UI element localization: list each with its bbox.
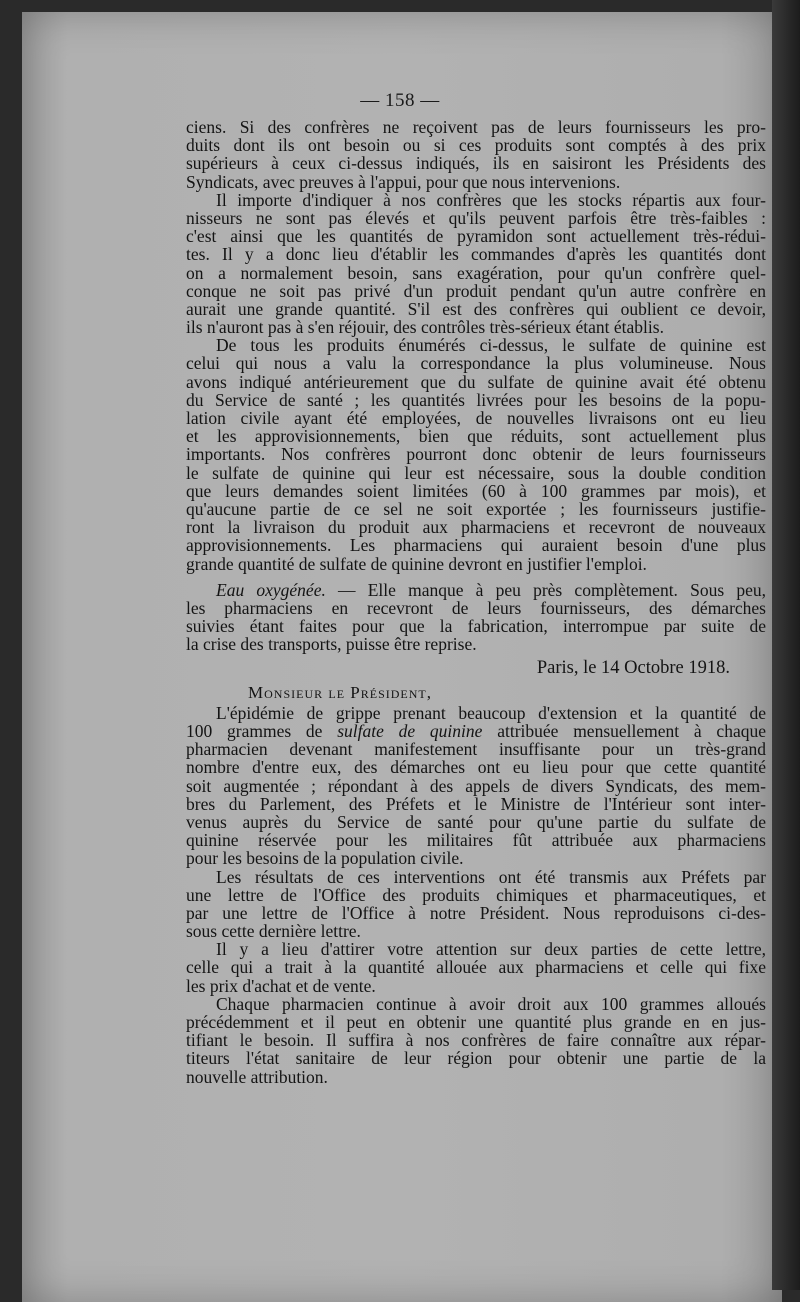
text-line: nombre d'entre eux, des démarches ont eu lieu pour que cette quantité [186, 757, 766, 778]
text-line: ils n'auront pas à s'en réjouir, des contrôles très-sérieux étant établis. [186, 317, 664, 338]
text-line: et les approvisionnements, bien que réduits, sont actuellement plus [186, 426, 766, 447]
text-line: pharmacien devenant manifestement insuffisante pour un très-grand [186, 739, 766, 760]
text-line: suivies étant faites pour que la fabrication, interrompue par suite de [186, 616, 766, 637]
text-line: aurait une grande quantité. S'il est des confrères qui oublient ce devoir, [186, 298, 766, 319]
text-line: soit augmentée ; répondant à des appels de divers Syndicats, des mem- [186, 775, 766, 796]
text-line: précédemment et il peut en obtenir une quantité plus grande en en jus- [186, 1012, 766, 1033]
paragraph-1 [186, 118, 766, 191]
paragraph-4 [186, 581, 766, 654]
text-line: tifiant le besoin. Il suffira à nos confrères de faire connaître aux répar- [186, 1030, 766, 1051]
salutation: Monsieur le Président, [248, 682, 432, 702]
text-line: le sulfate de quinine qui leur est nécessaire, sous la double condition [186, 462, 766, 483]
page-number: — 158 — [360, 90, 440, 111]
text-segment: 100 grammes de [186, 721, 338, 742]
text-line: que leurs demandes soient limitées (60 à 100 grammes par mois), et [186, 480, 766, 501]
text-line [186, 722, 766, 740]
paragraph-3 [186, 336, 766, 572]
text-line: nisseurs ne sont pas élevés et qu'ils peuvent parfois être très-faibles : [186, 207, 766, 228]
paragraph-2 [186, 191, 766, 337]
date-line: Paris, le 14 Octobre 1918. [536, 658, 730, 679]
text-line: par une lettre de l'Office à notre Président. Nous reproduisons ci-des- [186, 902, 766, 923]
text-line: duits dont ils ont besoin ou si ces produits sont comptés à des prix [186, 135, 766, 156]
text-line: bres du Parlement, des Préfets et le Ministre de l'Intérieur sont inter- [186, 793, 766, 814]
book-spine-edge [772, 0, 800, 1290]
text-line: approvisionnements. Les pharmaciens qui auraient besoin d'une plus [186, 535, 766, 556]
text-line: Les résultats de ces interventions ont été transmis aux Préfets par [216, 866, 766, 887]
text-line: De tous les produits énumérés ci-dessus, le sulfate de quinine est [216, 335, 766, 356]
text-line: Il y a lieu d'attirer votre attention sur deux parties de cette lettre, [216, 939, 766, 960]
text-line: lation civile ayant été employées, de nouvelles livraisons ont eu lieu [186, 408, 766, 428]
text-line: la crise des transports, puisse être reprise. [186, 634, 477, 655]
text-line: importants. Nos confrères pourront donc obtenir de leurs fournisseurs [186, 444, 766, 465]
text-line: ront la livraison du produit aux pharmaciens et recevront de nouveaux [186, 517, 766, 538]
text-line: titeurs l'état sanitaire de leur région pour obtenir une partie de la [186, 1048, 766, 1069]
text-line: les prix d'achat et de vente. [186, 975, 376, 996]
text-line: avons indiqué antérieurement que du sulfate de quinine avait été obtenu [186, 371, 766, 392]
paragraph-6 [186, 868, 766, 941]
emphasized-text: sulfate de quinine [337, 721, 483, 742]
text-line: ciens. Si des confrères ne reçoivent pas de leurs fournisseurs les pro- [186, 117, 766, 137]
text-line: les pharmaciens en recevront de leurs fournisseurs, des démarches [186, 597, 766, 618]
text-line: grande quantité de sulfate de quinine devront en justifier l'emploi. [186, 553, 647, 574]
text-line [186, 581, 766, 599]
text-line: Il importe d'indiquer à nos confrères que les stocks répartis aux four- [216, 189, 766, 210]
text-line: celle qui a trait à la quantité allouée aux pharmaciens et celle qui fixe [186, 957, 766, 978]
section-heading: Eau oxygénée. [216, 579, 326, 600]
text-line: quinine réservée pour les militaires fût attribuée aux pharmaciens [186, 830, 766, 851]
paragraph-7 [186, 940, 766, 995]
text-line: nouvelle attribution. [186, 1066, 328, 1087]
text-line: on a normalement besoin, sans exagération, pour qu'un confrère quel- [186, 262, 766, 283]
text-line: sous cette dernière lettre. [186, 921, 361, 942]
text-line: Syndicats, avec preuves à l'appui, pour que nous intervenions. [186, 171, 621, 192]
paragraph-5 [186, 704, 766, 868]
text-line: une lettre de l'Office des produits chimiques et pharmaceutiques, et [186, 884, 766, 905]
text-line: supérieurs à ceux ci-dessus indiqués, ils en saisiront les Présidents des [186, 153, 766, 174]
text-line: du Service de santé ; les quantités livrées pour les besoins de la popu- [186, 389, 766, 410]
text-line: conque ne soit pas privé d'un produit pendant qu'un autre confrère en [186, 280, 766, 301]
body-text [186, 118, 766, 1086]
text-segment: attribuée mensuellement à chaque [482, 721, 766, 742]
text-line: pour les besoins de la population civile. [186, 848, 464, 869]
text-line: c'est ainsi que les quantités de pyramidon sont actuellement très-rédui- [186, 226, 766, 247]
text-line: tes. Il y a donc lieu d'établir les commandes d'après les quantités dont [186, 244, 766, 265]
paragraph-8 [186, 995, 766, 1086]
text-line: qu'aucune partie de ce sel ne soit exportée ; les fournisseurs justifie- [186, 498, 766, 519]
text-line: venus auprès du Service de santé pour qu'une partie du sulfate de [186, 811, 766, 832]
text-line: Chaque pharmacien continue à avoir droit aux 100 grammes alloués [216, 993, 766, 1014]
text-line: celui qui nous a valu la correspondance la plus volumineuse. Nous [186, 353, 766, 374]
text-line: L'épidémie de grippe prenant beaucoup d'extension et la quantité de [216, 702, 766, 723]
text-segment: — Elle manque à peu près complètement. Sous peu, [325, 579, 766, 600]
